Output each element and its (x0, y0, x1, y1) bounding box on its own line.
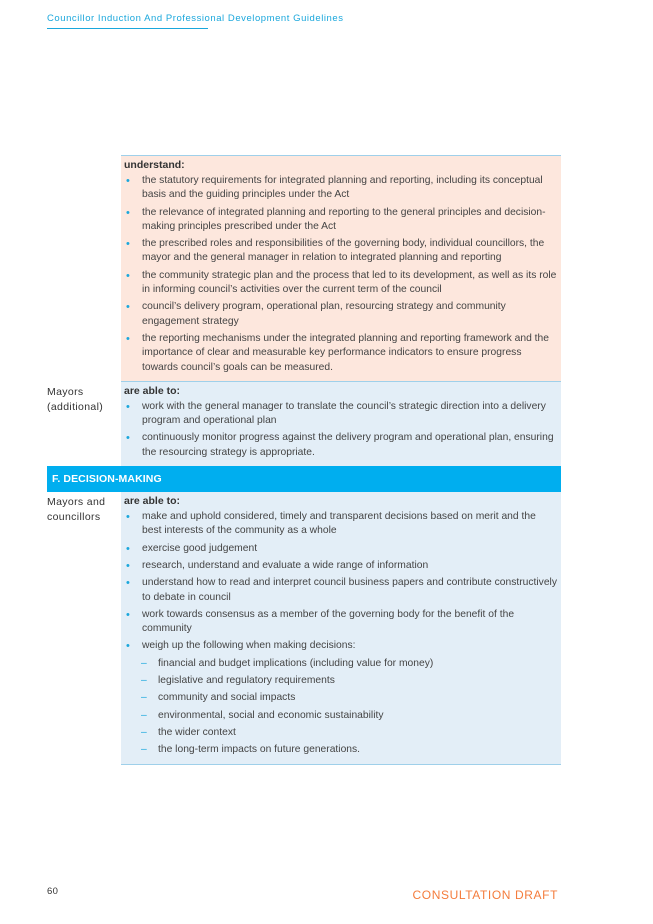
bullet-icon: • (126, 238, 130, 251)
draft-label: CONSULTATION DRAFT (412, 888, 558, 902)
dash-icon: – (141, 709, 147, 721)
row-label-line: (additional) (47, 400, 104, 413)
item-text: work towards consensus as a member of the governing body for the benefit of the community (142, 608, 515, 635)
item-text: understand how to read and interpret council business papers and contribute constructively to debate in council (142, 577, 557, 603)
list-item (124, 269, 557, 298)
bullet-icon: • (126, 400, 130, 413)
item-text: the prescribed roles and responsibilities of the governing body, individual councillors, the mayor and the general manager in relation to integrated planning and reporting (142, 238, 545, 264)
item-text: weigh up the following when making decisions: (142, 640, 356, 652)
row-label (47, 492, 121, 764)
list-item (124, 237, 557, 266)
table-row (47, 155, 561, 382)
bullet-icon: • (126, 269, 130, 282)
list-item (124, 559, 557, 573)
item-text: exercise good judgement (142, 542, 258, 554)
item-text: continuously monitor progress against the delivery program and operational plan, ensuring the resourcing strategy is appropriate. (142, 432, 554, 458)
dash-icon: – (141, 692, 147, 704)
bullet-icon: • (126, 332, 130, 345)
competency-table (47, 155, 561, 765)
bullet-icon: • (126, 608, 130, 621)
list-item (124, 510, 557, 539)
bullet-list (124, 400, 557, 460)
bullet-icon: • (126, 206, 130, 219)
item-text: legislative and regulatory requirements (158, 675, 335, 687)
header-rule (47, 28, 208, 29)
dash-icon: – (141, 657, 147, 669)
item-text: community and social impacts (158, 692, 296, 704)
section-heading: F. DECISION-MAKING (47, 466, 561, 492)
row-label (47, 155, 121, 382)
bullet-icon: • (126, 559, 130, 572)
row-content (121, 492, 561, 764)
list-item (124, 639, 557, 653)
bullet-icon: • (126, 511, 130, 524)
item-text: financial and budget implications (including value for money) (158, 657, 434, 669)
row-label-line: Mayors and (47, 496, 106, 509)
item-text: the relevance of integrated planning and reporting to the general principles and decision-making principles prescribed under the Act (142, 206, 546, 232)
sub-list-item (124, 726, 557, 740)
item-text: research, understand and evaluate a wide range of information (142, 559, 429, 571)
dash-icon: – (141, 726, 147, 738)
table-row (47, 492, 561, 764)
item-text: council’s delivery program, operational plan, resourcing strategy and community engagement strategy (142, 301, 506, 327)
bullet-icon: • (126, 175, 130, 187)
bullet-icon: • (126, 640, 130, 653)
item-text: the long-term impacts on future generations. (158, 744, 361, 756)
list-item (124, 300, 557, 329)
list-item (124, 400, 557, 429)
row-content (121, 155, 561, 382)
item-text: work with the general manager to translate the council’s strategic direction into a delivery program and operational plan (142, 400, 546, 427)
subheading: are able to: (124, 495, 181, 508)
item-text: environmental, social and economic sustainability (158, 709, 384, 721)
list-item (124, 576, 557, 605)
running-header: Councillor Induction And Professional Development Guidelines (47, 13, 344, 24)
bullet-icon: • (126, 432, 130, 445)
list-item (124, 206, 557, 235)
row-content (121, 382, 561, 466)
item-text: the reporting mechanisms under the integrated planning and reporting framework and the importance of clear and measurable key performance indicators to ensure progress towards council’s goals can be measured. (142, 332, 549, 373)
sub-list-item (124, 709, 557, 723)
table-row (47, 382, 561, 466)
sub-list-item (124, 657, 557, 671)
list-item (124, 431, 557, 460)
list-item (124, 174, 557, 203)
sub-list-item (124, 691, 557, 705)
item-text: the community strategic plan and the process that led to its development, as well as its role in informing council’s activities over the current term of the council (142, 269, 557, 296)
subheading: understand: (124, 159, 185, 171)
item-text: make and uphold considered, timely and transparent decisions based on merit and the best interests of the community as a whole (142, 511, 536, 537)
bullet-icon: • (126, 542, 130, 555)
row-label (47, 382, 121, 466)
sub-list-item (124, 743, 557, 757)
page-number: 60 (47, 886, 59, 897)
bullet-icon: • (126, 301, 130, 314)
list-item (124, 608, 557, 637)
dash-icon: – (141, 744, 147, 756)
item-text: the statutory requirements for integrated planning and reporting, including its conceptual basis and the guiding principles under the Act (142, 175, 543, 201)
bullet-icon: • (126, 577, 130, 590)
list-item (124, 542, 557, 556)
row-label-line: councillors (47, 511, 101, 524)
bullet-list (124, 510, 557, 757)
dash-icon: – (141, 675, 147, 687)
list-item (124, 332, 557, 375)
item-text: the wider context (158, 726, 236, 738)
sub-list-item (124, 674, 557, 688)
subheading: are able to: (124, 384, 181, 397)
row-label-line: Mayors (47, 385, 84, 398)
bullet-list (124, 174, 557, 375)
